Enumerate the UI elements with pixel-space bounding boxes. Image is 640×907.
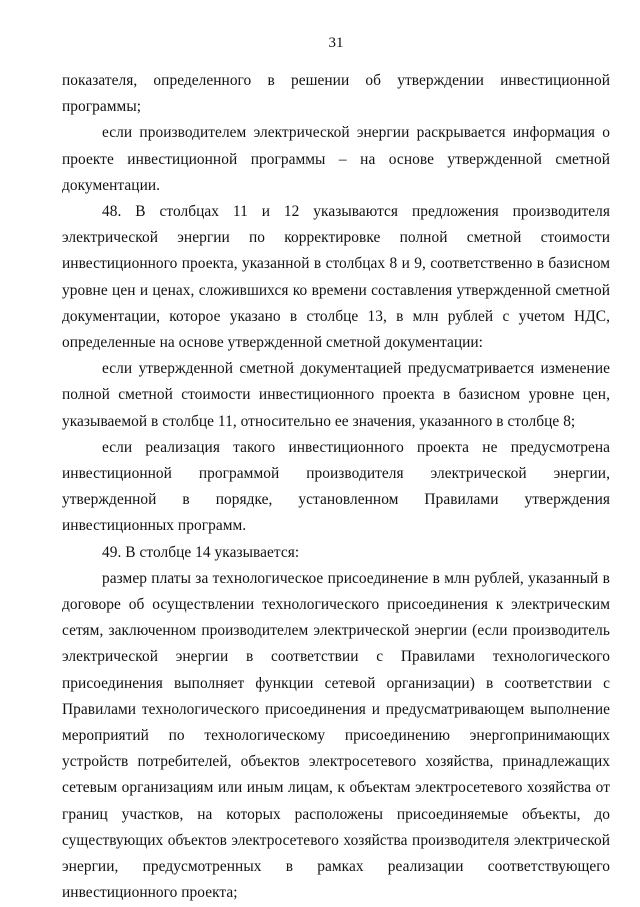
paragraph-connection-fee: размер платы за технологическое присоединение в млн рублей, указанный в договоре об осуществлении технологического присоединения к электрическим сетям, заключенном производителем электрической энергии (если производитель электрической энергии в соответствии с Правилами технологического присоединения выполняет функции сетевой организации) в соответствии с Правилами технологического присоединения и предусматривающем выполнение мероприятий по технологическому присоединению энергопринимающих устройств потребителей, объектов электросетевого хозяйства, принадлежащих сетевым организациям или иным лицам, к объектам электросетевого хозяйства от границ участков, на которых расположены присоединяемые объекты, до существующих объектов электросетевого хозяйства производителя электрической энергии, предусмотренных в рамках реализации соответствующего инвестиционного проекта; [62,569,610,902]
paragraph-continuation: показателя, определенного в решении об утверждении инвестиционной программы; [62,72,610,116]
paragraph-cost-change-condition: если утвержденной сметной документацией предусматривается изменение полной сметной стоимости инвестиционного проекта в базисном уровне цен, указываемой в столбце 11, относительно ее значения, указанного в столбце 8; [62,360,610,430]
paragraph-item-49: 49. В столбце 14 указывается: [102,543,300,561]
page-number: 31 [328,35,344,51]
paragraph-disclosure-condition: если производителем электрической энергии раскрывается информация о проекте инвестиционной программы – на основе утвержденной сметной документации. [62,124,610,194]
paragraph-item-48: 48. В столбцах 11 и 12 указываются предложения производителя электрической энергии по корректировке полной сметной стоимости инвестиционного проекта, указанной в столбцах 8 и 9, соответственно в базисном уровне цен и ценах, сложившихся ко времени составления утвержденной сметной документации, которое указано в столбце 13, в млн рублей с учетом НДС, определенные на основе утвержденной сметной документации: [62,203,610,352]
paragraph-not-provided-condition: если реализация такого инвестиционного проекта не предусмотрена инвестиционной программой производителя электрической энергии, утвержденной в порядке, установленном Правилами утверждения инвестиционных программ. [62,438,610,535]
